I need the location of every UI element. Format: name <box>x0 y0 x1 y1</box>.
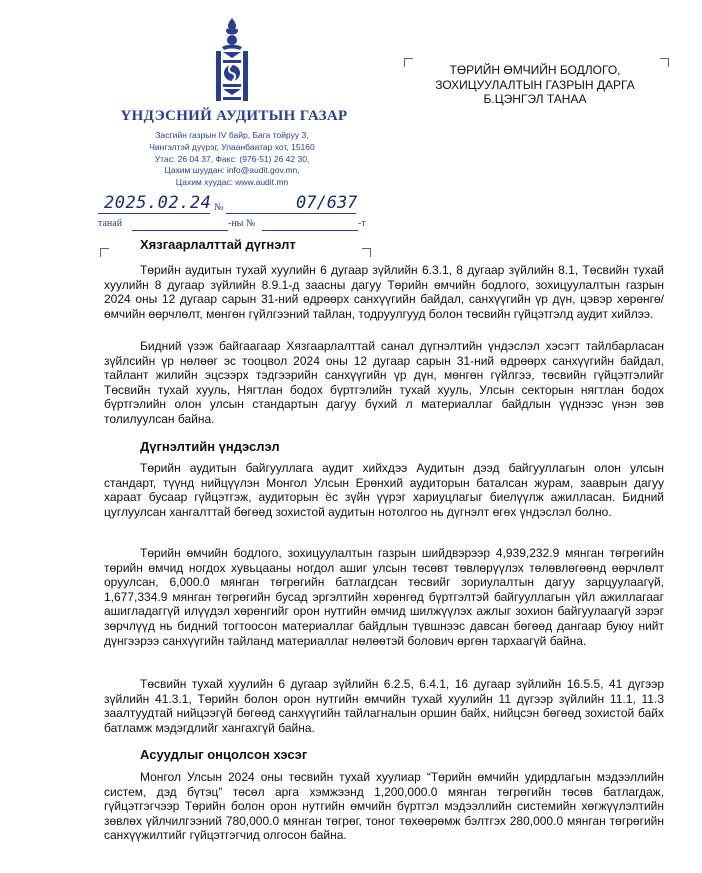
section-title: Асуудлыг онцолсон хэсэг <box>140 747 308 762</box>
body-paragraph <box>104 461 664 519</box>
paragraph-text: Бидний үзэж байгаагаар Хязгаарлалттай санал дүгнэлтийн үндэслэл хэсэгт тайлбарласан зүйлсийн үр нөлөөг эс тооцвол 2024 оны 12 дугаар сарын 31-ний өдрөөрх санхүүгийн байдал, тайлант жилийн эцсээрх тэдгээрийн санхүүгийн үр дүн, мөнгөн гүйлгээ, төсвийн гүйцэтгэлийг Төсвийн тухай хууль, Нягтлан бодох бүртгэлийн тухай хууль, Улсын секторын нягтлан бодох бүртгэлийн олон улсын стандартын дагуу бүхий л материаллаг байдлын үүднээс үнэн зөв толилуулсан байна. <box>104 339 664 426</box>
recipient-line: Б.ЦЭНГЭЛ ТАНАА <box>483 92 587 106</box>
body-paragraph <box>104 339 664 427</box>
paragraph-text: Төрийн өмчийн бодлого, зохицуулалтын газрын шийдвэрээр 4,939,232.9 мянган төгрөгийн төрийн өмчид ногдох хувьцааны ногдол ашиг улсын төсөвт төвлөрүүлэх төлөвлөгөөнд өөрчлөлт оруулсан, 6,000.0 мянган төгрөгийн батлагдсан төсвийг зориулалтын дагуу зарцуулаагүй, 1,677,334.9 мянган төгрөгийн бусад эргэлтийн хөрөнгөд бүртгэлтэй байгууллагын үйл ажиллагааг ашигладаггүй илүүдэл хөрөнгийг орон нутгийн өмчид шилжүүлэх ажлыг зохион байгуулаагүй зэрэг зөрчлүүд нь бидний тогтоосон материаллаг байдлын түвшнээс давсан бөгөөд дангаар буюу нийт дүнгээрээ санхүүгийн тайланд материаллаг нөлөөтэй болович өргөн тархаагүй байна. <box>104 546 664 648</box>
number-underline <box>226 213 356 214</box>
paragraph-text: Төрийн аудитын байгууллага аудит хийхдээ Аудитын дээд байгууллагын олон улсын стандарт, түүнд нийцүүлэн Монгол Улсын Ерөнхий аудиторын баталсан журам, зааврын дагуу хараат бусаар гүйцэтгэж, аудиторын ёс зүйн үүрэг хариуцлагыг биелүүлж ажилласан. Бидний цуглуулсан хангалттай бөгөөд зохистой аудитын нотолгоо нь дүгнэлт өгөх үндэслэл болно. <box>104 461 664 519</box>
tanai-underline <box>132 230 228 231</box>
section-title: Дүгнэлтийн үндэслэл <box>140 439 280 454</box>
email-line: Цахим шуудан: info@audit.gov.mn, <box>164 165 300 176</box>
subject-corner-mark <box>100 248 109 257</box>
org-name: ҮНДЭСНИЙ АУДИТЫН ГАЗАР <box>120 108 348 124</box>
number-label: № <box>214 202 224 213</box>
org-contact-info <box>130 130 334 189</box>
body-paragraph <box>104 263 664 321</box>
recipient-block <box>420 63 650 107</box>
phone-fax-line: Утас: 26 04 37, Факс: (976-51) 26 42 30, <box>154 153 310 164</box>
recipient-line: ЗОХИЦУУЛАЛТЫН ГАЗРЫН ДАРГА <box>435 77 635 92</box>
ny-no-label: -ны № <box>228 218 256 229</box>
date-underline <box>98 213 210 214</box>
recipient-corner-mark <box>660 58 669 67</box>
t-label: -т <box>358 218 366 229</box>
paragraph-text: Төрийн аудитын тухай хуулийн 6 дугаар зүйлийн 6.3.1, 8 дугаар зүйлийн 8.1, Төсвийн тухай хуулийн 8 дугаар зүйлийн 8.9.1-д заасны дагуу Төрийн өмчийн бодлого, зохицуулалтын газрын 2024 оны 12 дугаар сарын 31-ний өдрөөрх санхүүгийн байдал, санхүүгийн үр дүн, цэвэр хөрөнгө/өмчийн өөрчлөлт, мөнгөн гүйлгээний тайлан, тодруулгууд болон төсвийн гүйцэтгэлд аудит хийлээ. <box>104 263 664 321</box>
letter-number: 07/637 <box>296 193 358 213</box>
address-line: Засгийн газрын IV байр, Бага тойруу 3, <box>155 130 309 140</box>
recipient-corner-mark <box>404 58 413 67</box>
paragraph-text: Монгол Улсын 2024 оны төсвийн тухай хуулиар “Төрийн өмчийн удирдлагын мэдээллийн систем, дэд бүтэц” төсөл арга хэмжээнд 1,200,000.0 мянган төгрөгийн төсөв батлагдаж, гүйцэтгэгчээр Төрийн болон орон нутгийн өмчийн бүртгэл мэдээллийн системийн хөгжүүлэлтийн зөвлөх үйлчилгээний 780,000.0 мянган төгрөг, тоног төхөөрөмж бэлтгэх 280,000.0 мянган төгрөгийн санхүүжилтийг гүйцэтгэгчид олгосон байна. <box>104 770 664 843</box>
address-line: Чингэлтэй дүүрэг, Улаанбаатар хот, 15160 <box>149 141 315 152</box>
website-line: Цахим хуудас: www.audit.mn <box>175 177 289 188</box>
body-paragraph <box>104 770 664 843</box>
subject-corner-mark <box>362 248 371 257</box>
body-paragraph <box>104 677 664 735</box>
paragraph-text: Төсвийн тухай хуулийн 6 дугаар зүйлийн 6.2.5, 6.4.1, 16 дугаар зүйлийн 16.5.5, 41 дүгээр зүйлийн 41.3.1, Төрийн болон орон нутгийн өмчийн тухай хуулийн 11 дүгээр зүйлийн 11.1, 11.3 заалтуудтай нийцээгүй бөгөөд санхүүгийн тайлагналын оршин байх, нийцсэн бөгөөд зохистой байх батламж мэдэгдлийг хангахгүй байна. <box>104 677 664 735</box>
letter-date: 2025.02.24 <box>104 193 212 213</box>
body-paragraph <box>104 546 664 648</box>
ny-no-underline <box>262 230 358 231</box>
soyombo-emblem-icon <box>208 18 256 104</box>
tanai-label: танай <box>98 218 123 229</box>
recipient-line: ТӨРИЙН ӨМЧИЙН БОДЛОГО, <box>449 63 621 77</box>
section-title: Хязгаарлалттай дүгнэлт <box>140 237 296 252</box>
